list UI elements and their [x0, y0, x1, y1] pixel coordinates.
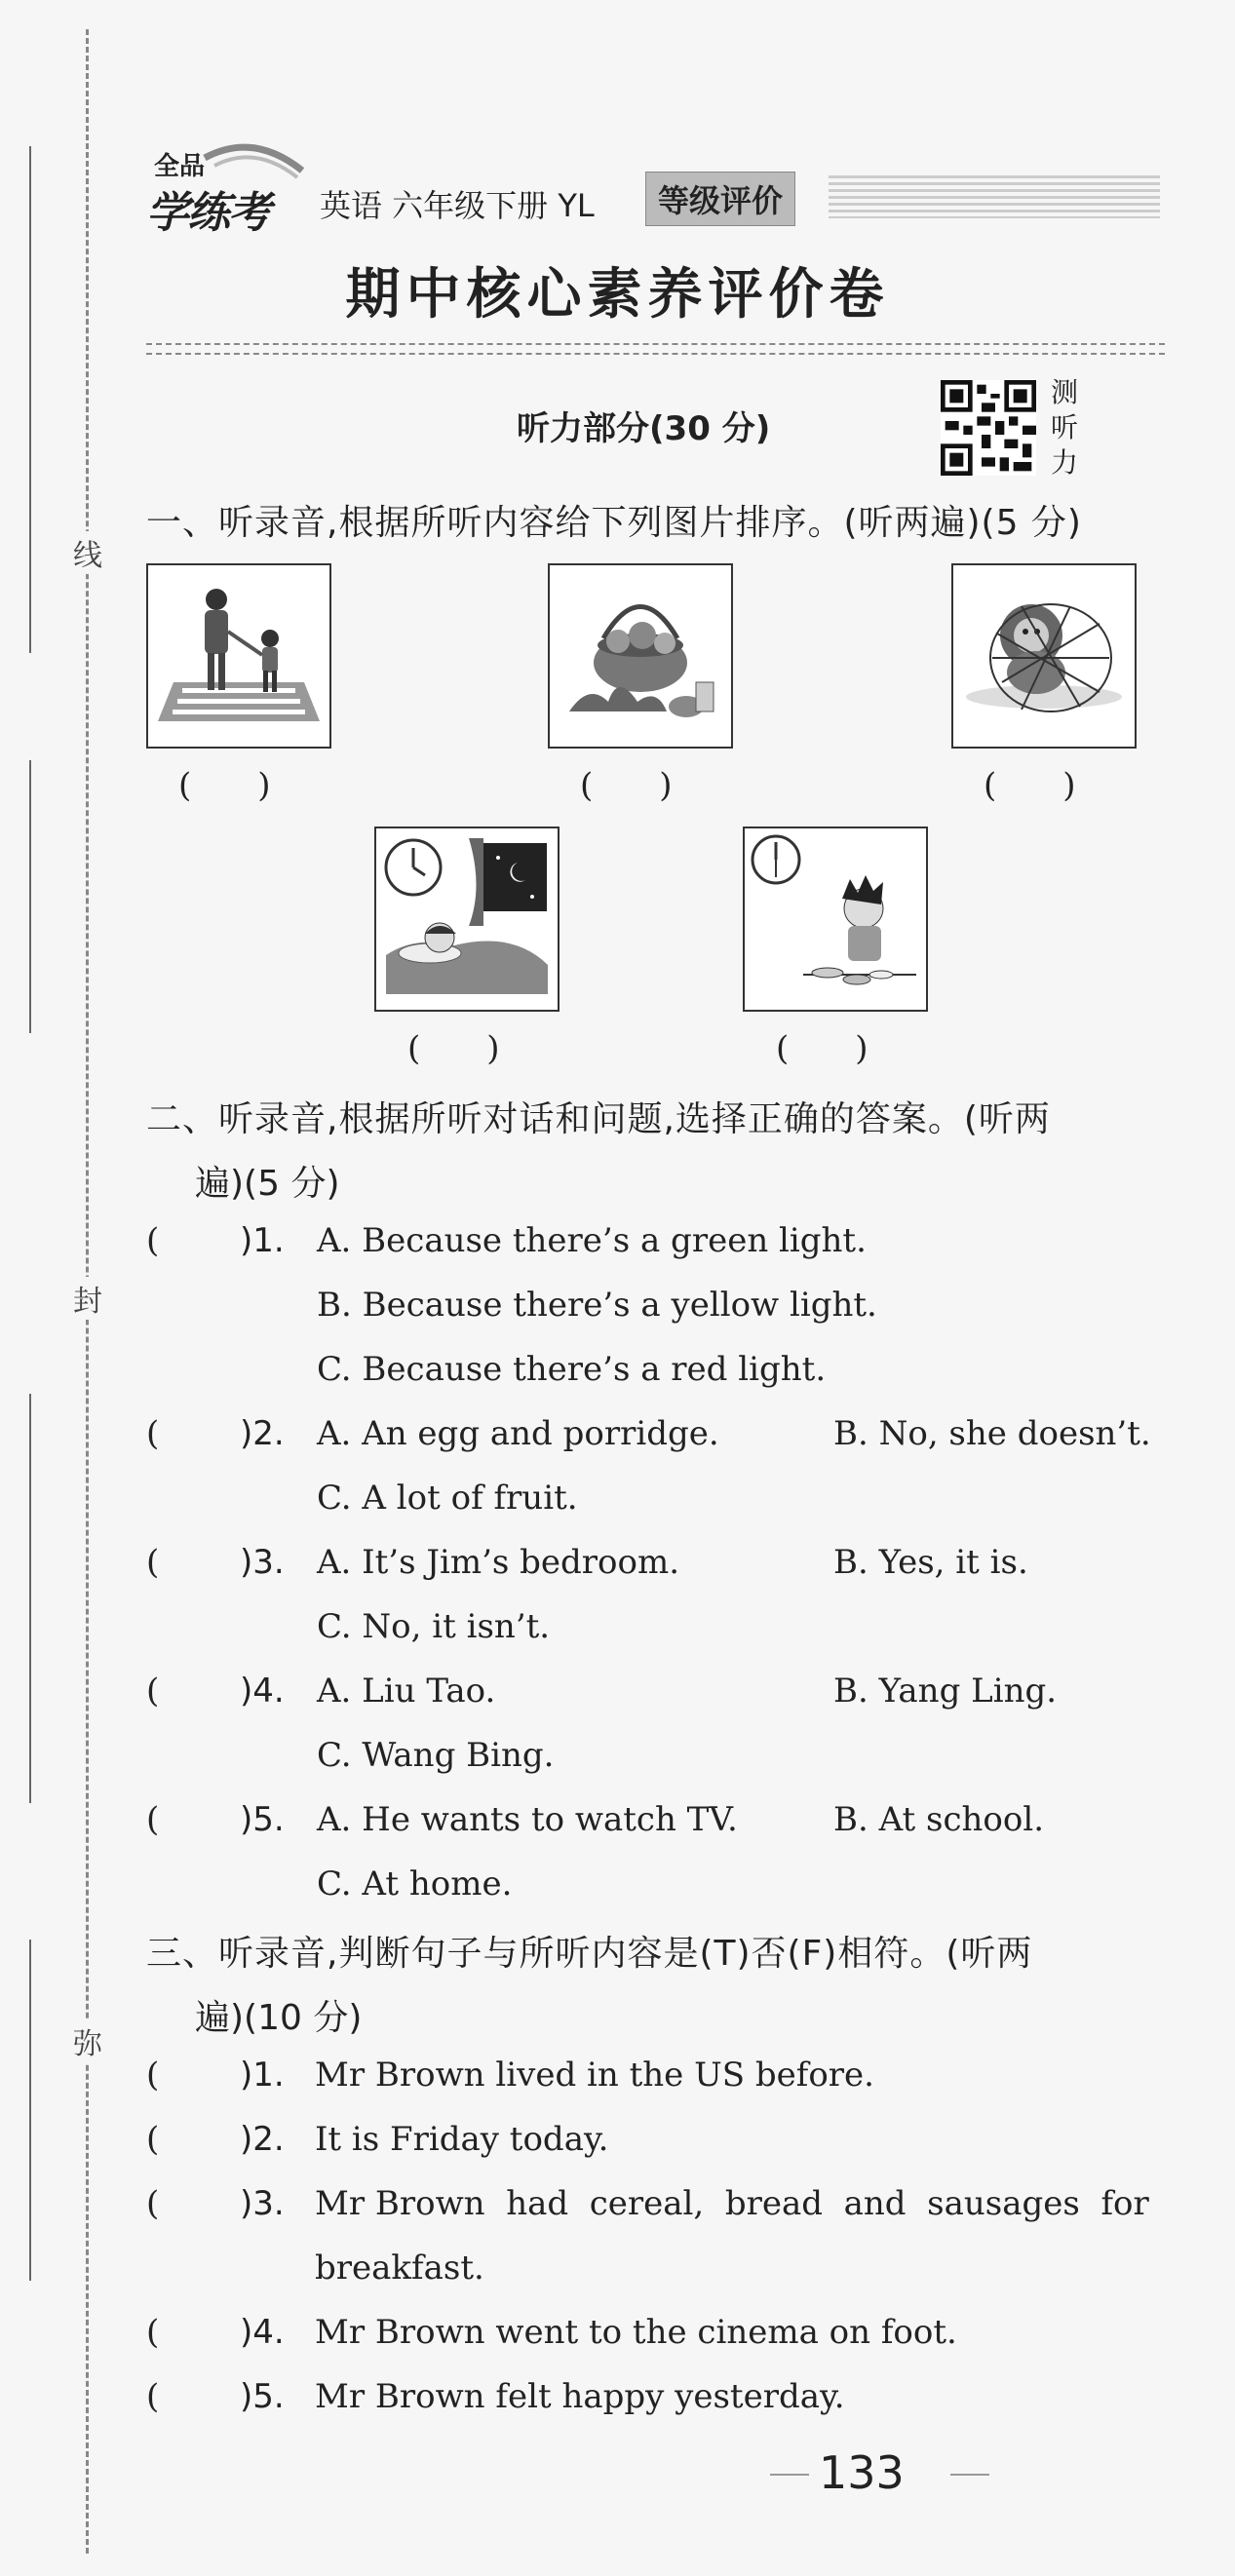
header-hatch-decoration — [829, 175, 1160, 218]
option-b: B. Because there’s a yellow light. — [317, 1286, 877, 1325]
page-number-dash — [950, 2474, 989, 2476]
answer-blank[interactable]: ( ) — [178, 766, 271, 805]
option-c: C. Wang Bing. — [317, 1736, 555, 1775]
answer-blank-open[interactable]: ( — [146, 2056, 160, 2095]
qr-label-char: 听 — [1051, 411, 1079, 443]
question-number: )5. — [240, 1800, 285, 1839]
question-number: )4. — [240, 1672, 285, 1711]
option-c: C. A lot of fruit. — [317, 1479, 578, 1518]
section1-heading: 一、听录音,根据所听内容给下列图片排序。(听两遍)(5 分) — [146, 503, 1082, 543]
margin-rule — [29, 1940, 31, 2281]
answer-blank[interactable]: ( ) — [776, 1029, 868, 1068]
crossing-street-picture — [146, 563, 331, 749]
listening-subtitle: 听力部分(30 分) — [517, 409, 771, 448]
page-number-dash — [770, 2474, 809, 2476]
option-a: A. He wants to watch TV. — [317, 1800, 738, 1839]
margin-rule — [29, 1394, 31, 1803]
answer-blank-open[interactable]: ( — [146, 1543, 160, 1582]
option-c: C. No, it isn’t. — [317, 1607, 551, 1646]
answer-blank-open[interactable]: ( — [146, 1672, 160, 1711]
option-a: A. It’s Jim’s bedroom. — [317, 1543, 680, 1582]
logo-big-text: 学练考 — [146, 188, 269, 238]
vegetable-basket-picture — [548, 563, 733, 749]
option-b: B. Yes, it is. — [833, 1543, 1028, 1582]
item-number: )4. — [240, 2313, 285, 2352]
margin-rule — [29, 760, 31, 1033]
option-b: B. No, she doesn’t. — [833, 1414, 1151, 1453]
margin-rule — [29, 146, 31, 653]
grade-badge: 等级评价 — [645, 172, 795, 226]
qr-code-icon[interactable] — [941, 380, 1036, 476]
item-number: )2. — [240, 2120, 285, 2159]
page-title: 期中核心素养评价卷 — [345, 263, 890, 327]
title-separator — [146, 343, 1165, 355]
question-number: )3. — [240, 1543, 285, 1582]
answer-blank-open[interactable]: ( — [146, 2120, 160, 2159]
section2-heading: 二、听录音,根据所听对话和问题,选择正确的答案。(听两 — [146, 1099, 1051, 1139]
logo-small-text: 全品 — [154, 152, 206, 181]
answer-blank[interactable]: ( ) — [580, 766, 673, 805]
question-number: )1. — [240, 1221, 285, 1260]
statement-text: Mr Brown lived in the US before. — [315, 2056, 874, 2095]
answer-blank-open[interactable]: ( — [146, 2184, 160, 2223]
section3-heading-cont: 遍)(10 分) — [195, 1998, 363, 2038]
margin-label-mi: 弥 — [68, 2019, 107, 2062]
statement-text: Mr Brown went to the cinema on foot. — [315, 2313, 957, 2352]
sleeping-girl-picture — [374, 827, 560, 1012]
qr-label-char: 力 — [1051, 446, 1079, 479]
qr-label — [1051, 375, 1086, 481]
statement-text: Mr Brown felt happy yesterday. — [315, 2377, 845, 2416]
option-a: A. An egg and porridge. — [317, 1414, 719, 1453]
item-number: )1. — [240, 2056, 285, 2095]
answer-blank-open[interactable]: ( — [146, 1221, 160, 1260]
section2-heading-cont: 遍)(5 分) — [195, 1164, 340, 1204]
option-a: A. Liu Tao. — [317, 1672, 496, 1711]
qr-label-char: 测 — [1051, 376, 1079, 408]
question-number: )2. — [240, 1414, 285, 1453]
answer-blank-open[interactable]: ( — [146, 1800, 160, 1839]
answer-blank-open[interactable]: ( — [146, 2313, 160, 2352]
boy-eating-picture — [743, 827, 928, 1012]
option-c: C. Because there’s a red light. — [317, 1350, 827, 1389]
option-b: B. At school. — [833, 1800, 1045, 1839]
answer-blank-open[interactable]: ( — [146, 2377, 160, 2416]
answer-blank[interactable]: ( ) — [407, 1029, 500, 1068]
option-b: B. Yang Ling. — [833, 1672, 1058, 1711]
option-a: A. Because there’s a green light. — [317, 1221, 867, 1260]
statement-text: Mr Brown had cereal, bread and sausages for — [315, 2184, 1149, 2223]
option-c: C. At home. — [317, 1865, 513, 1903]
monkey-in-net-picture — [951, 563, 1137, 749]
margin-label-feng: 封 — [68, 1277, 107, 1320]
page-number: 133 — [819, 2446, 905, 2499]
item-number: )3. — [240, 2184, 285, 2223]
statement-text-cont: breakfast. — [315, 2249, 484, 2288]
margin-label-xian: 线 — [68, 531, 107, 574]
statement-text: It is Friday today. — [315, 2120, 609, 2159]
item-number: )5. — [240, 2377, 285, 2416]
answer-blank[interactable]: ( ) — [984, 766, 1076, 805]
answer-blank-open[interactable]: ( — [146, 1414, 160, 1453]
book-meta: 英语 六年级下册 YL — [320, 187, 595, 224]
section3-heading: 三、听录音,判断句子与所听内容是(T)否(F)相符。(听两 — [146, 1934, 1033, 1974]
